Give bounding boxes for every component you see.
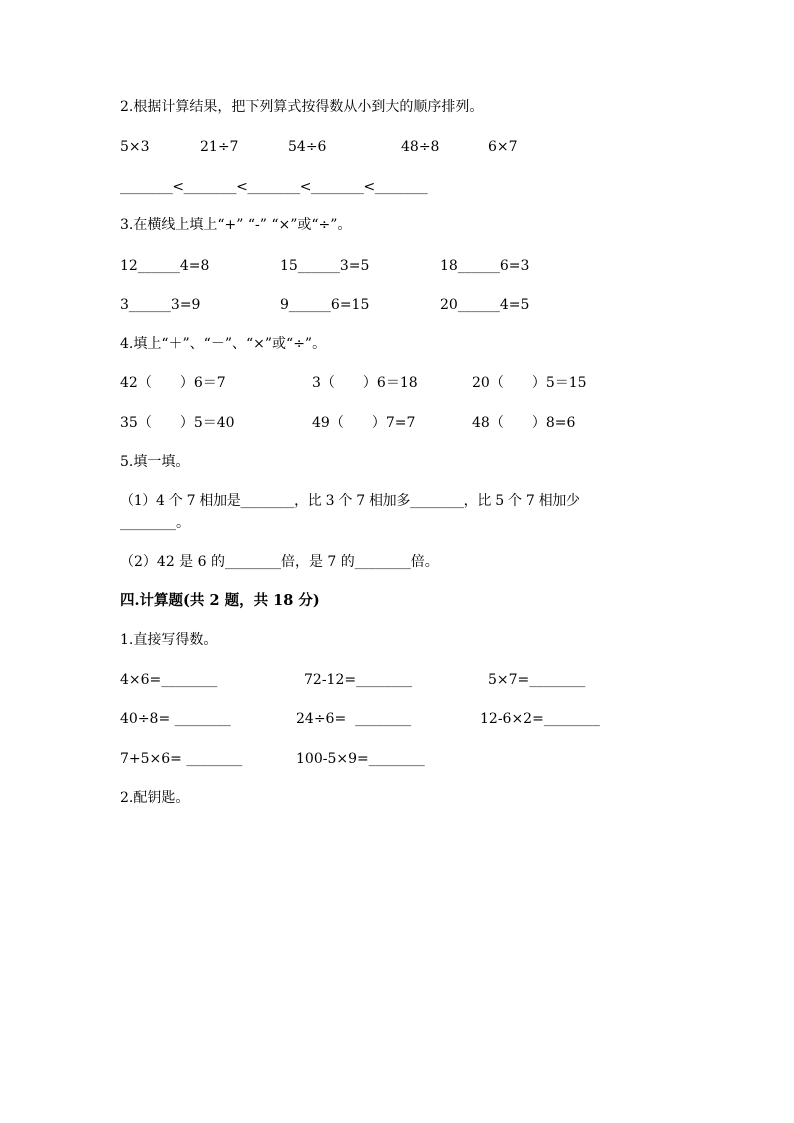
q4-item[interactable]: 20（ ）5＝15: [472, 375, 587, 391]
q5-item-2[interactable]: （2）42 是 6 的________倍，是 7 的________倍。: [120, 554, 439, 570]
calc1-item[interactable]: 24÷6= ________: [296, 711, 412, 727]
q2-expression-4: 48÷8: [401, 139, 440, 155]
q3-title: 3.在横线上填上“+” “-” “×”或“÷”。: [120, 217, 352, 233]
calc1-title: 1.直接写得数。: [120, 632, 218, 648]
calc2-title: 2.配钥匙。: [120, 790, 190, 806]
calc1-item[interactable]: 72-12=________: [304, 672, 413, 688]
calc1-item[interactable]: 7+5×6= ________: [120, 751, 243, 767]
q5-item-1[interactable]: （1）4 个 7 相加是________，比 3 个 7 相加多________，比 5 个 7 相加少: [120, 493, 580, 509]
q3-item[interactable]: 18______6=3: [440, 258, 530, 274]
calc1-item[interactable]: 40÷8= ________: [120, 711, 231, 727]
q2-expression-5: 6×7: [488, 139, 518, 155]
q4-item[interactable]: 49（ ）7=7: [312, 415, 416, 431]
q3-item[interactable]: 12______4=8: [120, 258, 210, 274]
section-heading: 四.计算题(共 2 题，共 18 分): [120, 592, 320, 609]
q4-title: 4.填上“＋”、“－”、“×”或“÷”。: [120, 336, 327, 352]
q3-item[interactable]: 20______4=5: [440, 297, 530, 313]
q2-title: 2.根据计算结果，把下列算式按得数从小到大的顺序排列。: [120, 99, 484, 115]
q2-expression-3: 54÷6: [288, 139, 327, 155]
q2-expression-2: 21÷7: [200, 139, 239, 155]
q5-item-1-continued[interactable]: ________。: [120, 515, 190, 531]
q4-item[interactable]: 42（ ）6＝7: [120, 375, 226, 391]
q3-item[interactable]: 15______3=5: [280, 258, 370, 274]
q3-item[interactable]: 3______3=9: [120, 297, 201, 313]
calc1-item[interactable]: 100-5×9=________: [296, 751, 425, 767]
q3-item[interactable]: 9______6=15: [280, 297, 370, 313]
calc1-item[interactable]: 4×6=________: [120, 672, 218, 688]
q2-expression-1: 5×3: [120, 139, 150, 155]
calc1-item[interactable]: 5×7=________: [488, 672, 586, 688]
q4-item[interactable]: 48（ ）8=6: [472, 415, 576, 431]
q5-title: 5.填一填。: [120, 454, 190, 470]
q2-ordering-blanks[interactable]: ________<________<________<________<________: [120, 179, 428, 195]
q4-item[interactable]: 35（ ）5＝40: [120, 415, 235, 431]
calc1-item[interactable]: 12-6×2=________: [480, 711, 600, 727]
q4-item[interactable]: 3（ ）6＝18: [312, 375, 418, 391]
